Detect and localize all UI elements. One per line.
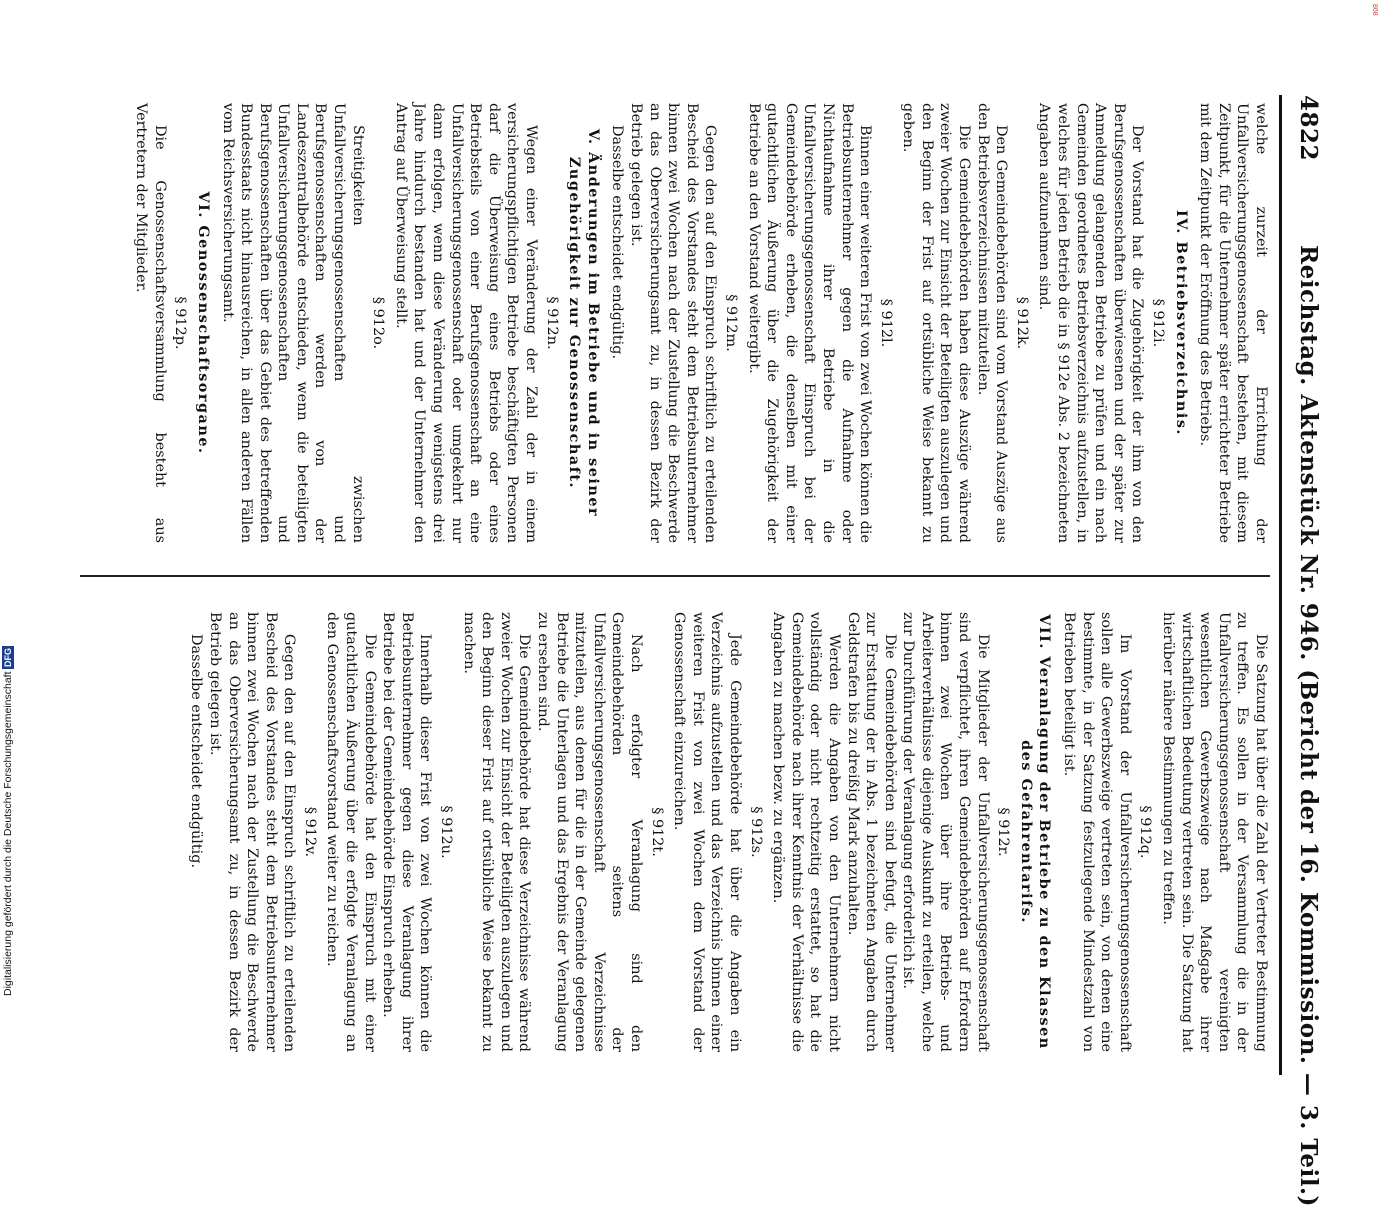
paragraph: Wegen einer Veränderung der Zahl der in einem versicherungspflichtigen Betriebe beschäftigten Personen darf die Überweisung eines Betriebs oder eines Betriebsteils von einer Berufsgenossenschaft an eine Unfallversicherungsgenossenschaft oder umgekehrt nur dann erfolgen, wenn diese Veränderung wenigstens drei Jahre hindurch bestanden hat und der Unternehmer den Antrag auf Überweisung stellt. xyxy=(392,103,540,543)
paragraph: Die Satzung hat über die Zahl der Vertreter Bestimmung zu treffen. Es sollen in der Versammlung die in der Unfallversicherungsgenossenschaft vereinigten wesentlichen Gewerbszweige nach Maßgabe ihrer wirtschaftlichen Bedeutung vertreten sein. Die Satzung hat hierüber nähere Bestimmungen zu treffen. xyxy=(1160,612,1269,1052)
paragraph-number: § 912v. xyxy=(301,806,318,858)
dfg-logo: DFG xyxy=(3,647,13,667)
section-heading: VI. Genossenschaftsorgane. xyxy=(194,191,212,455)
paragraph: Nach erfolgter Veranlagung sind den Gemeindebehörden seitens der Unfallversicherungsgenossenschaft Verzeichnisse mitzuteilen, aus denen für die in der Gemeinde gelegenen Betriebe die Unterlagen und das Ergebnis der Veranlagung zu ersehen sind. xyxy=(535,612,644,1052)
paragraph: Gegen den auf den Einspruch schriftlich zu erteilenden Bescheid des Vorstandes steht dem Betriebsunternehmer binnen zwei Wochen nach der Zustellung die Beschwerde an das Oberversicherungsamt zu, in dessen Bezirk der Betrieb gelegen ist. xyxy=(206,612,298,1052)
paragraph-number: § 912k. xyxy=(1013,296,1030,350)
paragraph: Die Gemeindebehörden sind befugt, die Unternehmer zur Erstattung der in Abs. 1 bezeichneten Angaben durch Geldstrafen bis zu dreißig Mark anzuhalten. xyxy=(844,612,898,1052)
archive-stamp: 868 xyxy=(1371,4,1378,16)
paragraph: Jede Gemeindebehörde hat über die Angaben ein Verzeichnis aufzustellen und das Verzeichnis binnen einer weiteren Frist von zwei Wochen dem Vorstand der Genossenschaft einzureichen. xyxy=(671,612,743,1052)
paragraph: Werden die Angaben von den Unternehmern nicht vollständig oder nicht rechtzeitig erstattet, so hat die Gemeindebehörde nach ihrer Kenntnis der Verhältnisse die Angaben zu machen bezw. zu ergänzen. xyxy=(770,612,842,1052)
paragraph: Die Gemeindebehörde hat diese Verzeichnisse während zweier Wochen zur Einsicht der Beteiligten auszulegen und den Beginn dieser Frist auf ortsübliche Weise bekannt zu machen. xyxy=(460,612,533,1052)
page-header xyxy=(1279,95,1330,1207)
paragraph: Streitigkeiten zwischen Unfallversicherungsgenossenschaften und Berufsgenossenschaften werden von der Landeszentralbehörde entschieden, wenn die beteiligten Unfallversicherungsgenossenschaften und Berufsgenossenschaften über das Gebiet des betreffenden Bundesstaats nicht hinausreichen, in allen anderen Fällen vom Reichsversicherungsamt. xyxy=(219,103,366,543)
credit-text: Digitalisierung gefördert durch die Deutsche Forschungsgemeinschaft xyxy=(2,671,14,996)
running-title: Reichstag. Aktenstück Nr. 946. (Bericht der 16. Kommission. — 3. Teil.) xyxy=(1295,245,1322,1207)
paragraph-number: § 912u. xyxy=(438,805,455,859)
paragraph: Dasselbe entscheidet endgültig. xyxy=(609,125,626,360)
column-divider xyxy=(80,575,1270,577)
paragraph-number: § 912p. xyxy=(172,296,189,350)
paragraph: Gegen den auf den Einspruch schriftlich zu erteilenden Bescheid des Vorstandes steht dem Betriebsunternehmer binnen zwei Wochen nach der Zustellung die Beschwerde an das Oberversicherungsamt zu, in dessen Bezirk der Betrieb gelegen ist. xyxy=(628,103,719,543)
paragraph-number: § 912l. xyxy=(877,298,894,348)
paragraph: Die Gemeindebehörde hat den Einspruch mit einer gutachtlichen Äußerung über die erfolgte Veranlagung an den Genossenschaftsvorstand weiter zu reichen. xyxy=(324,612,378,1052)
paragraph: Binnen einer weiteren Frist von zwei Wochen können die Betriebsunternehmer gegen die Aufnahme oder Nichtaufnahme ihrer Betriebe in die Unfallversicherungsgenossenschaft Einspruch bei der Gemeindebehörde erheben, die denselben mit einer gutachtlichen Äußerung über die Zugehörigkeit der Betriebe an den Vorstand weitergibt. xyxy=(745,103,874,543)
left-column xyxy=(132,103,1270,543)
paragraph: Der Vorstand hat die Zugehörigkeit der ihm von den Berufsgenossenschaften überwiesenen und der später zur Anmeldung gelangenden Betriebe zu prüfen und ein nach Gemeinden geordnetes Betriebsverzeichnis aufzustellen, in welches für jeden Betrieb die in § 912e Abs. 2 bezeichneten Angaben aufzunehmen sind. xyxy=(1036,103,1146,543)
paragraph: Die Genossenschaftsversammlung besteht aus Vertretern der Mitglieder. xyxy=(133,103,168,543)
paragraph-number: § 912n. xyxy=(543,296,560,350)
section-heading: IV. Betriebsverzeichnis. xyxy=(1172,210,1190,436)
paragraph-number: § 912m. xyxy=(722,294,739,352)
paragraph-number: § 912i. xyxy=(1150,298,1167,348)
section-heading: VII. Veranlagung der Betriebe zu den Klassen des Gefahrentarifs. xyxy=(1017,614,1054,1050)
digitization-credit xyxy=(2,600,14,996)
paragraph: Den Gemeindebehörden sind vom Vorstand Auszüge aus den Betriebsverzeichnissen mitzuteilen. xyxy=(974,103,1010,543)
document-page xyxy=(90,75,1330,1207)
paragraph-number: § 912o. xyxy=(370,296,387,350)
paragraph: Dasselbe entscheidet endgültig. xyxy=(188,634,205,869)
paragraph: Im Vorstand der Unfallversicherungsgenossenschaft sollen alle Gewerbszweige vertreten sein, von denen eine bestimmte, in der Satzung festzulegende Mindestzahl von Betrieben beteiligt ist. xyxy=(1061,612,1133,1052)
paragraph: welche zurzeit der Errichtung der Unfallversicherungsgenossenschaft bestehen, mit diesem Zeitpunkt, für die Unternehmer später errichteter Betriebe mit dem Zeitpunkt der Eröffnung des Betriebs. xyxy=(1197,103,1269,543)
paragraph: Innerhalb dieser Frist von zwei Wochen können die Betriebsunternehmer gegen diese Veranlagung ihrer Betriebe bei der Gemeindebehörde Einspruch erheben. xyxy=(380,612,434,1052)
page-number: 4822 xyxy=(1295,95,1322,162)
paragraph-number: § 912r. xyxy=(995,807,1012,857)
paragraph-number: § 912s. xyxy=(747,806,764,858)
paragraph-number: § 912q. xyxy=(1137,805,1154,859)
right-column xyxy=(187,612,1270,1052)
paragraph-number: § 912t. xyxy=(648,807,665,857)
paragraph: Die Mitglieder der Unfallversicherungsgenossenschaft sind verpflichtet, ihren Gemeindebehörden auf Erfordern binnen zwei Wochen über ihre Betriebs- und Arbeiterverhältnisse diejenige Auskunft zu erteilen, welche zur Durchführung der Veranlagung erforderlich ist. xyxy=(900,612,991,1052)
paragraph: Die Gemeindebehörden haben diese Auszüge während zweier Wochen zur Einsicht der Beteiligten auszulegen und den Beginn der Frist auf ortsübliche Weise bekannt zu geben. xyxy=(900,103,973,543)
section-heading: V. Änderungen im Betriebe und in seiner Zugehörigkeit zur Genossenschaft. xyxy=(566,128,602,518)
